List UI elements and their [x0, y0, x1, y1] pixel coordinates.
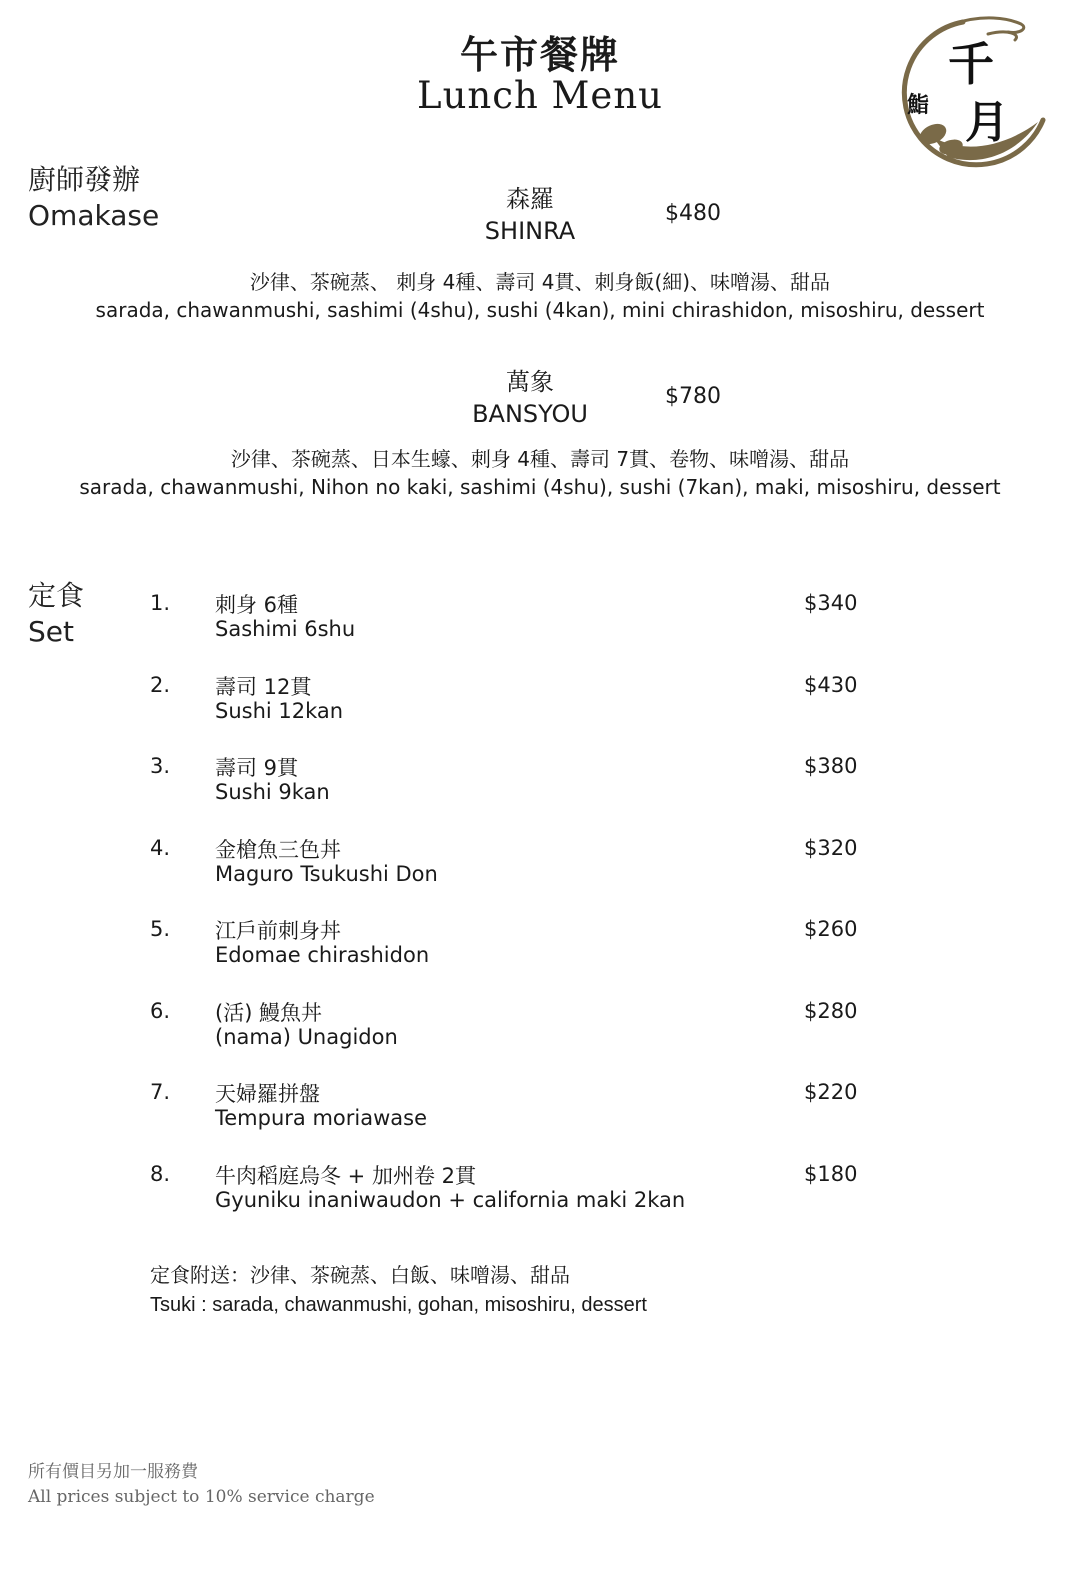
course-description — [0, 445, 1080, 501]
set-item-name-en: Sashimi 6shu — [215, 617, 356, 641]
course-description — [0, 268, 1080, 324]
set-item-name-zh: 壽司 9貫 — [215, 756, 299, 780]
logo-char-small: 鮨 — [907, 92, 930, 118]
set-item-price: $260 — [804, 917, 858, 941]
set-item-name-zh: 刺身 6種 — [215, 593, 299, 617]
course-desc-en: sarada, chawanmushi, sashimi (4shu), sushi (4kan), mini chirashidon, misoshiru, dessert — [95, 298, 985, 322]
set-item-name-zh: 天婦羅拼盤 — [215, 1082, 320, 1106]
service-charge-en: All prices subject to 10% service charge — [28, 1487, 375, 1507]
logo-char-2: 月 — [965, 97, 1009, 148]
set-item-price: $220 — [804, 1080, 858, 1104]
set-item-price: $340 — [804, 591, 858, 615]
set-item-number: 3. — [150, 754, 171, 778]
set-item-name-en: Maguro Tsukushi Don — [215, 862, 438, 886]
set-item-6 — [0, 997, 1080, 1057]
set-label-en: Set — [28, 615, 74, 648]
course-desc-zh: 沙律、茶碗蒸、 刺身 4種、壽司 4貫、刺身飯(細)、味噌湯、甜品 — [249, 270, 831, 294]
set-item-name-zh: 壽司 12貫 — [215, 675, 312, 699]
set-item-name-en: Gyuniku inaniwaudon + california maki 2kan — [215, 1188, 686, 1212]
set-item-name-en: (nama) Unagidon — [215, 1025, 398, 1049]
tsuki-en: Tsuki : sarada, chawanmushi, gohan, misoshiru, dessert — [150, 1294, 647, 1316]
set-item-name-zh: 牛肉稻庭烏冬 + 加州卷 2貫 — [215, 1164, 476, 1188]
course-price: $480 — [665, 201, 721, 226]
set-item-price: $430 — [804, 673, 858, 697]
restaurant-logo — [893, 12, 1063, 172]
course-price: $780 — [665, 384, 721, 409]
service-charge-zh: 所有價目另加一服務費 — [28, 1462, 198, 1482]
set-item-name-zh: (活) 鰻魚丼 — [215, 1001, 323, 1025]
set-accompaniments — [150, 1262, 647, 1320]
set-item-number: 7. — [150, 1080, 171, 1104]
set-item-4 — [0, 834, 1080, 894]
course-name-en: SHINRA — [484, 217, 576, 245]
set-item-name-zh: 金槍魚三色丼 — [215, 838, 341, 862]
course-name — [430, 183, 630, 247]
set-item-name-en: Sushi 12kan — [215, 699, 344, 723]
course-name-zh: 萬象 — [506, 368, 554, 396]
set-item-name-en: Tempura moriawase — [215, 1106, 427, 1130]
set-item-number: 2. — [150, 673, 171, 697]
menu-title-en: Lunch Menu — [417, 74, 663, 117]
set-item-number: 6. — [150, 999, 171, 1023]
tsuki-zh: 定食附送：沙律、茶碗蒸、白飯、味噌湯、甜品 — [150, 1265, 570, 1287]
course-name — [430, 366, 630, 430]
omakase-label — [28, 162, 159, 234]
set-item-number: 1. — [150, 591, 171, 615]
set-item-8 — [0, 1160, 1080, 1220]
course-desc-zh: 沙律、茶碗蒸、日本生蠔、刺身 4種、壽司 7貫、卷物、味噌湯、甜品 — [230, 447, 850, 471]
set-item-name-en: Sushi 9kan — [215, 780, 330, 804]
set-item-number: 4. — [150, 836, 171, 860]
course-name-zh: 森羅 — [506, 185, 554, 213]
logo-char-1: 千 — [948, 37, 994, 91]
course-name-en: BANSYOU — [472, 400, 588, 428]
set-item-1 — [0, 589, 1080, 649]
omakase-label-en: Omakase — [28, 199, 160, 232]
menu-title-zh: 午市餐牌 — [459, 33, 620, 77]
set-item-3 — [0, 752, 1080, 812]
set-item-7 — [0, 1078, 1080, 1138]
set-item-number: 5. — [150, 917, 171, 941]
set-item-number: 8. — [150, 1162, 171, 1186]
set-item-2 — [0, 671, 1080, 731]
set-item-name-en: Edomae chirashidon — [215, 943, 430, 967]
set-item-price: $180 — [804, 1162, 858, 1186]
service-charge-note — [28, 1460, 375, 1510]
set-item-price: $320 — [804, 836, 858, 860]
set-item-name-zh: 江戶前刺身丼 — [215, 919, 341, 943]
set-item-price: $380 — [804, 754, 858, 778]
set-item-price: $280 — [804, 999, 858, 1023]
set-label-zh: 定食 — [28, 579, 85, 612]
omakase-label-zh: 廚師發辦 — [28, 163, 141, 196]
set-item-5 — [0, 915, 1080, 975]
course-desc-en: sarada, chawanmushi, Nihon no kaki, sashimi (4shu), sushi (7kan), maki, misoshiru, dessert — [79, 475, 1001, 499]
